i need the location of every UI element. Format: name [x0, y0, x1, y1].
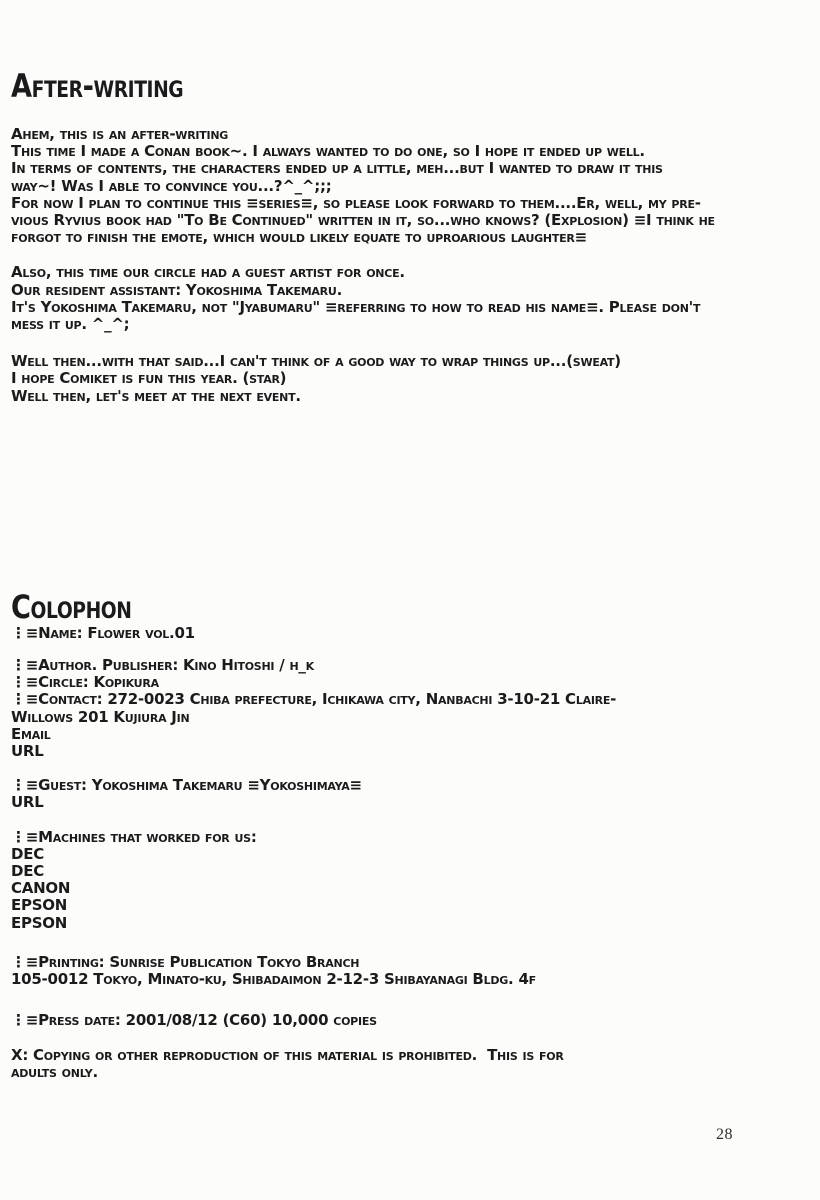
text-line: Email [11, 724, 51, 743]
after-writing-title: After-writing [11, 67, 184, 105]
text-line: Well then, let's meet at the next event. [11, 386, 301, 405]
colophon-publisher-block [11, 657, 801, 760]
text-line: adults only. [11, 1062, 98, 1081]
text-line: EPSON [11, 913, 68, 932]
text-line: mess it up. ^_^; [11, 315, 130, 334]
text-line: Our resident assistant: Yokoshima Takemaru. [11, 280, 343, 299]
text-line: ⋮≡Guest: Yokoshima Takemaru ≡Yokoshimaya≡ [11, 776, 362, 795]
text-line: CANON [11, 879, 71, 898]
text-line: For now I plan to continue this ≡series≡, so please look forward to them....Er, well, my pre- [11, 193, 701, 212]
text-line: This time I made a Conan book~. I always wanted to do one, so I hope it ended up well. [11, 142, 645, 161]
colophon-title: Colophon [11, 587, 132, 626]
text-line: ⋮≡Contact: 272-0023 Chiba prefecture, Ichikawa city, Nanbachi 3-10-21 Claire- [11, 690, 617, 709]
colophon-press-date-block [11, 1012, 801, 1029]
text-line: Willows 201 Kujiura Jin [11, 707, 190, 726]
text-line: URL [11, 742, 44, 761]
text-line: ⋮≡Press date: 2001/08/12 (C60) 10,000 copies [11, 1011, 377, 1030]
text-line: EPSON [11, 896, 68, 915]
text-line: It's Yokoshima Takemaru, not "Jyabumaru" ≡referring to how to read his name≡. Please don't [11, 297, 701, 316]
colophon-copyright-notice [11, 1047, 801, 1081]
text-line: Also, this time our circle had a guest artist for once. [11, 263, 405, 282]
text-line: Well then...with that said...I can't think of a good way to wrap things up...(sweat) [11, 352, 621, 371]
text-line: DEC [11, 844, 44, 863]
text-line: ⋮≡Printing: Sunrise Publication Tokyo Branch [11, 952, 360, 971]
text-line: URL [11, 793, 44, 812]
text-line: Ahem, this is an after-writing [11, 125, 229, 143]
page-content [11, 67, 801, 1081]
text-line: ⋮≡Circle: Kopikura [11, 673, 159, 692]
text-line: forgot to finish the emote, which would likely equate to uproarious laughter≡ [11, 228, 587, 247]
text-line: ⋮≡Name: Flower vol.01 [11, 623, 195, 642]
colophon-guest-block [11, 777, 801, 811]
colophon-machines-block [11, 829, 801, 932]
colophon-section [11, 587, 801, 1081]
after-writing-paragraph-2 [11, 264, 801, 333]
page-number: 28 [716, 1126, 733, 1143]
text-line: vious Ryvius book had "To Be Continued" written in it, so...who knows? (Explosion) ≡I think he [11, 211, 715, 230]
text-line: way~! Was I able to convince you...?^_^;;; [11, 176, 332, 195]
after-writing-paragraph-3 [11, 353, 801, 405]
text-line: In terms of contents, the characters ended up a little, meh...but I wanted to draw it this [11, 159, 663, 178]
text-line: ⋮≡Author. Publisher: Kino Hitoshi / h_k [11, 656, 314, 675]
text-line: ⋮≡Machines that worked for us: [11, 827, 257, 846]
text-line: DEC [11, 862, 44, 881]
text-line: X: Copying or other reproduction of this material is prohibited. This is for [11, 1045, 564, 1064]
colophon-name-line [11, 625, 801, 642]
after-writing-paragraph-1 [11, 126, 801, 246]
text-line: 105-0012 Tokyo, Minato-ku, Shibadaimon 2-12-3 Shibayanagi Bldg. 4f [11, 970, 536, 989]
text-line: I hope Comiket is fun this year. (star) [11, 369, 287, 388]
colophon-printing-block [11, 954, 801, 988]
